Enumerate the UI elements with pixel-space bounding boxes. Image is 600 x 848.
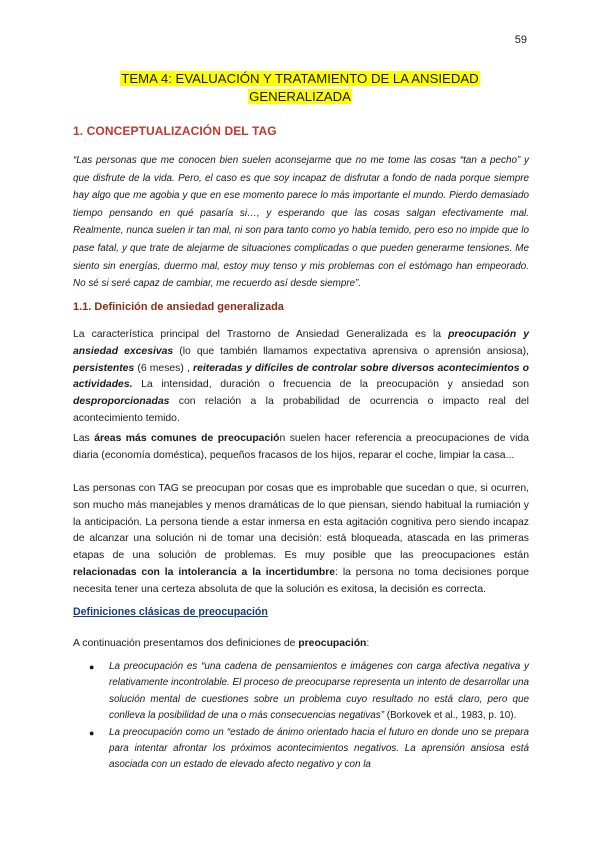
bullet-icon: ● [89, 662, 95, 672]
paragraph-definition [73, 327, 529, 428]
p2-text-1: Las [73, 433, 95, 444]
list-item [73, 725, 529, 774]
paragraph-areas [73, 431, 529, 465]
p3-bold-1: relacionadas con la intolerancia a la incertidumbre [73, 566, 336, 578]
p2-text-2: n suelen hacer referencia a preocupaciones de vida diaria (economía doméstica), pequeños fracasos de los hijos, reparar el coche, limpiar la casa... [73, 433, 529, 461]
patient-quote: “Las personas que me conocen bien suelen aconsejarme que no me tome las cosas “tan a pecho” y que disfrute de la vida. Pero, el caso es que soy incapaz de disfrutar a fondo de nada porque siempre hay algo que me agobia y que en ese momento parece lo más importante el mundo. Pierdo demasiado tiempo pensando en qué pasaría si…, y esperando que las cosas salgan efectivamente mal. Realmente, nunca suelen ir tan mal, ni son para tanto como yo había temido, pero eso no impide que lo pase fatal, y que trate de alejarme de situaciones complicadas o que pueden generarme tensiones. Me siento sin energías, duermo mal, estoy muy tenso y mis problemas con el estómago han empeorado. No sé si seré capaz de cambiar, me recuerdo así desde siempre”. [73, 155, 529, 290]
subsection-heading: 1.1. Definición de ansiedad generalizada [73, 301, 284, 313]
p1-emph-1: preocupación y ansiedad excesivas [73, 329, 529, 357]
paragraph-tag-people [73, 481, 529, 599]
title-line-2: GENERALIZADA [249, 88, 351, 104]
section-heading: 1. CONCEPTUALIZACIÓN DEL TAG [73, 124, 277, 138]
page-title [0, 70, 600, 105]
definition-text: La preocupación como un “estado de ánimo orientado hacia el futuro en donde uno se prepara para intentar afrontar los próximos acontecimientos negativos. La aprensión ansiosa está asociada con un estado de elevado afecto negativo y con la [109, 726, 529, 771]
intro-text-2: : [366, 638, 370, 649]
definitions-intro [73, 636, 529, 653]
p1-emph-4: desproporcionadas [73, 396, 170, 408]
p1-text-1: La característica principal del Trastorno de Ansiedad Generalizada es la [73, 329, 449, 340]
definition-text: La preocupación es “una cadena de pensamientos e imágenes con carga afectiva negativa y relativamente incontrolable. El proceso de preocuparse representa un intento de desarrollar una solución mental de cuestiones sobre un problema cuyo resultado no está claro, pero que conlleva la posibilidad de una o más consecuencias negativas” [109, 661, 529, 722]
p1-text-2: (lo que también llamamos expectativa aprensiva o aprensión ansiosa), [173, 345, 529, 357]
p1-text-4: La intensidad, duración o frecuencia de la preocupación y ansiedad son [132, 379, 529, 391]
page-number: 59 [514, 34, 527, 46]
p1-emph-3: reiteradas y difíciles de controlar sobre diversos acontecimientos o actividades. [73, 362, 529, 391]
list-item [73, 659, 529, 725]
bullet-icon: ● [89, 727, 95, 738]
p2-bold-1: áreas más comunes de preocupació [94, 433, 280, 444]
p1-text-3: (6 meses) , [134, 362, 194, 374]
title-line-1: TEMA 4: EVALUACIÓN Y TRATAMIENTO DE LA ANSIEDAD [121, 71, 479, 86]
p3-text-2: : la persona no toma decisiones porque necesita tener una certeza absoluta de que la solución es exitosa, la decisión es correcta. [73, 566, 529, 595]
intro-text-1: A continuación presentamos dos definiciones de [73, 638, 299, 649]
p3-text-1: Las personas con TAG se preocupan por cosas que es improbable que sucedan o que, si ocurren, son mucho más manejables y menos dramáticas de lo que piensan, siendo habitual la rumiación y la anticipación. La persona tiende a estar inmersa en esta agitación cognitiva pero siendo incapaz de alcanzar una solución ni de tomar una decisión: está bloqueada, atascada en las primeras etapas de una solución de problemas. Es muy posible que las preocupaciones están [73, 483, 529, 562]
p1-emph-2: persistentes [73, 362, 135, 374]
definitions-list [73, 659, 529, 774]
definition-citation: (Borkovek et al., 1983, p. 10). [384, 710, 517, 722]
intro-bold: preocupación [298, 638, 367, 649]
classic-definitions-heading: Definiciones clásicas de preocupación [73, 606, 268, 618]
p1-text-5: con relación a la probabilidad de ocurrencia o impacto real del acontecimiento temido. [73, 396, 529, 424]
